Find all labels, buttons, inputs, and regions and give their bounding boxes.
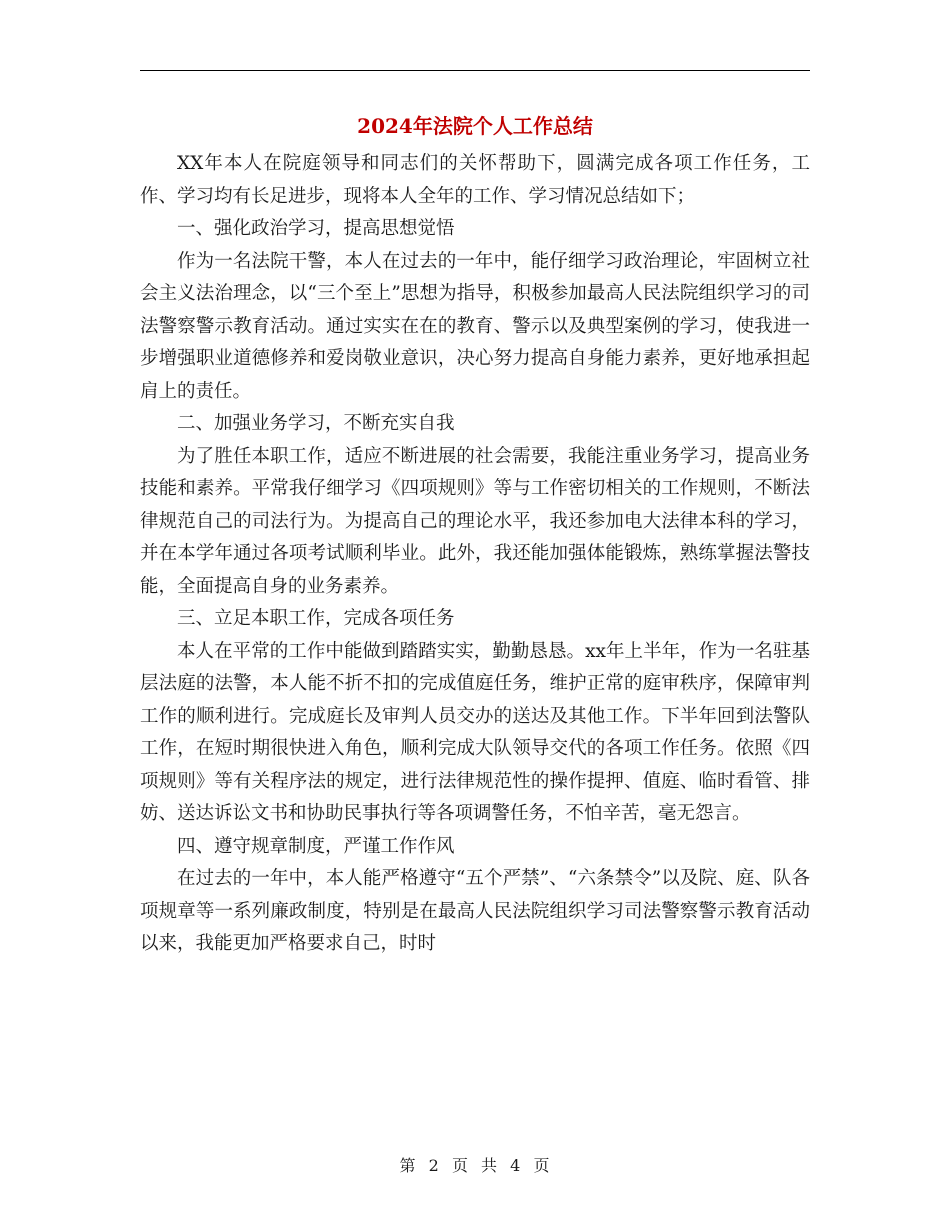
paragraph-section-3: 本人在平常的工作中能做到踏踏实实，勤勤恳恳。xx年上半年，作为一名驻基层法庭的法警，本人能不折不扣的完成值庭任务，维护正常的庭审秩序，保障审判工作的顺利进行。完成庭长及审判人员交办的送达及其他工作。下半年回到法警队工作，在短时期很快进入角色，顺利完成大队领导交代的各项工作任务。依照《四项规则》等有关程序法的规定，进行法律规范性的操作提押、值庭、临时看管、排妨、送达诉讼文书和协助民事执行等各项调警任务，不怕辛苦，毫无怨言。	[140, 640, 810, 824]
footer-prefix: 第	[399, 1156, 417, 1175]
section-heading-3: 三、立足本职工作，完成各项任务	[177, 608, 455, 629]
paragraph-section-4: 在过去的一年中，本人能严格遵守“五个严禁”、“六条禁令”以及院、庭、队各项规章等一系列廉政制度，特别是在最高人民法院组织学习司法警察警示教育活动以来，我能更加严格要求自己，时时	[140, 868, 810, 954]
footer-suffix: 页	[533, 1156, 551, 1175]
page-number-total: 4	[510, 1156, 522, 1175]
page-number-current: 2	[428, 1156, 440, 1175]
section-heading-4: 四、遵守规章制度，严谨工作作风	[177, 835, 455, 857]
document-title: 2024年法院个人工作总结	[357, 114, 593, 138]
paragraph-intro: XX年本人在院庭领导和同志们的关怀帮助下，圆满完成各项工作任务，工作、学习均有长足进步，现将本人全年的工作、学习情况总结如下；	[140, 153, 810, 207]
page-footer	[0, 1153, 950, 1176]
document-body	[140, 148, 810, 961]
section-heading-2: 二、加强业务学习，不断充实自我	[177, 413, 455, 434]
section-heading-1: 一、强化政治学习，提高思想觉悟	[177, 218, 455, 239]
header-rule	[140, 70, 810, 71]
footer-page-label: 页	[451, 1156, 469, 1175]
paragraph-section-2: 为了胜任本职工作，适应不断进展的社会需要，我能注重业务学习，提高业务技能和素养。平常我仔细学习《四项规则》等与工作密切相关的工作规则，不断法律规范自己的司法行为。为提高自己的理论水平，我还参加电大法律本科的学习，并在本学年通过各项考试顺利毕业。此外，我还能加强体能锻炼，熟练掌握法警技能，全面提高自身的业务素养。	[140, 445, 810, 597]
paragraph-section-1: 作为一名法院干警，本人在过去的一年中，能仔细学习政治理论，牢固树立社会主义法治理念，以“三个至上”思想为指导，积极参加最高人民法院组织学习的司法警察警示教育活动。通过实实在在的教育、警示以及典型案例的学习，使我进一步增强职业道德修养和爱岗敬业意识，决心努力提高自身能力素养，更好地承担起肩上的责任。	[140, 250, 810, 402]
footer-total-label: 共	[481, 1156, 499, 1175]
